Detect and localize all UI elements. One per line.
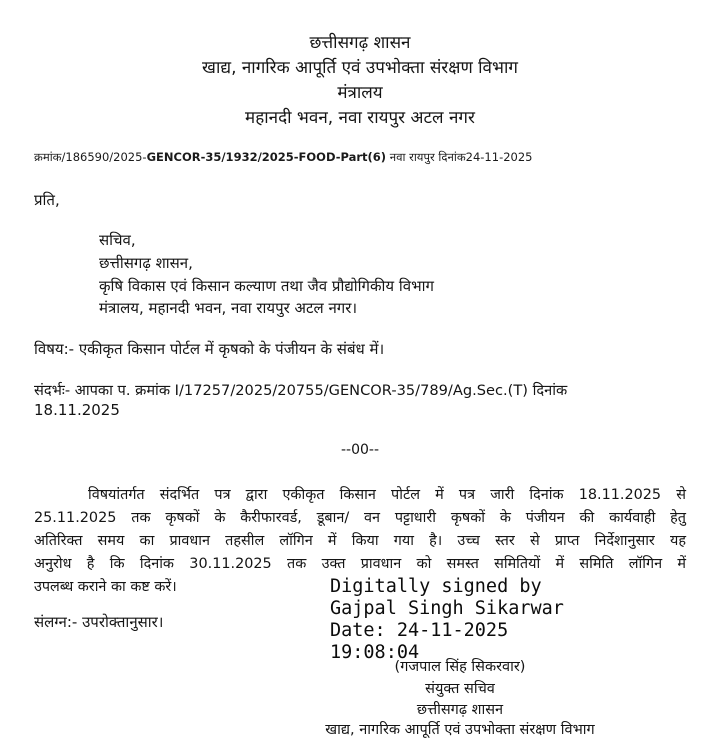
reference-suffix: नवा रायपुर दिनांक24-11-2025 bbox=[386, 150, 533, 164]
signature-time: 19:08:04 bbox=[330, 642, 420, 663]
digital-signature-stamp bbox=[330, 576, 564, 664]
reference-date: 18.11.2025 bbox=[34, 401, 120, 419]
signature-date: Date: 24-11-2025 bbox=[330, 620, 509, 641]
paragraph-line: अनुरोध है कि दिनांक 30.11.2025 तक उक्त प्रावधान को समस्त समितियों में समिति लॉगिन में bbox=[34, 556, 686, 572]
signatory-department: खाद्य, नागरिक आपूर्ति एवं उपभोक्ता संरक्षण विभाग bbox=[325, 722, 595, 738]
addressee-address: मंत्रालय, महानदी भवन, नवा रायपुर अटल नगर। bbox=[99, 299, 358, 317]
paragraph-line: अतिरिक्त समय का प्रावधान तहसील लॉगिन में किया गया है। उच्च स्तर से प्राप्त निर्देशानुसार यह bbox=[34, 533, 686, 549]
signatory-govt: छत्तीसगढ़ शासन bbox=[416, 702, 504, 718]
signatory-name: (गजपाल सिंह सिकरवार) bbox=[394, 659, 526, 675]
letterhead-address: महानदी भवन, नवा रायपुर अटल नगर bbox=[245, 108, 475, 128]
reference-prefix: क्रमांक/186590/2025- bbox=[34, 150, 147, 164]
paragraph-line: विषयांतर्गत संदर्भित पत्र द्वारा एकीकृत किसान पोर्टल में पत्र जारी दिनांक 18.11.2025 से bbox=[88, 487, 686, 503]
addressee-govt: छत्तीसगढ़ शासन, bbox=[99, 254, 193, 272]
letterhead-ministry: मंत्रालय bbox=[337, 83, 383, 103]
signature-line: Digitally signed by bbox=[330, 576, 542, 597]
reference-code: GENCOR-35/1932/2025-FOOD-Part(6) bbox=[146, 150, 387, 164]
signer-name: Gajpal Singh Sikarwar bbox=[330, 598, 564, 619]
separator: --00-- bbox=[340, 442, 380, 458]
addressee-department: कृषि विकास एवं किसान कल्याण तथा जैव प्रौद्योगिकीय विभाग bbox=[99, 277, 434, 295]
signatory-designation: संयुक्त सचिव bbox=[425, 681, 495, 697]
paragraph-line: 25.11.2025 तक कृषकों के कैरीफारवर्ड, डूबान/ वन पट्टाधारी कृषकों के पंजीयन की कार्यवाही हेतु bbox=[34, 510, 686, 526]
letterhead-department: खाद्य, नागरिक आपूर्ति एवं उपभोक्ता संरक्षण विभाग bbox=[202, 58, 518, 78]
subject-line: विषय:- एकीकृत किसान पोर्टल में कृषको के पंजीयन के संबंध में। bbox=[34, 340, 385, 358]
letterhead-govt: छत्तीसगढ़ शासन bbox=[309, 33, 411, 53]
enclosure-line: संलग्न:- उपरोक्तानुसार। bbox=[34, 613, 164, 631]
paragraph-line: उपलब्ध कराने का कष्ट करें। bbox=[34, 579, 177, 595]
to-label: प्रति, bbox=[34, 191, 60, 209]
reference-line: संदर्भः- आपका प. क्रमांक I/17257/2025/20755/GENCOR-35/789/Ag.Sec.(T) दिनांक bbox=[34, 382, 568, 399]
addressee-title: सचिव, bbox=[99, 231, 136, 249]
letter-reference-number bbox=[34, 150, 532, 165]
